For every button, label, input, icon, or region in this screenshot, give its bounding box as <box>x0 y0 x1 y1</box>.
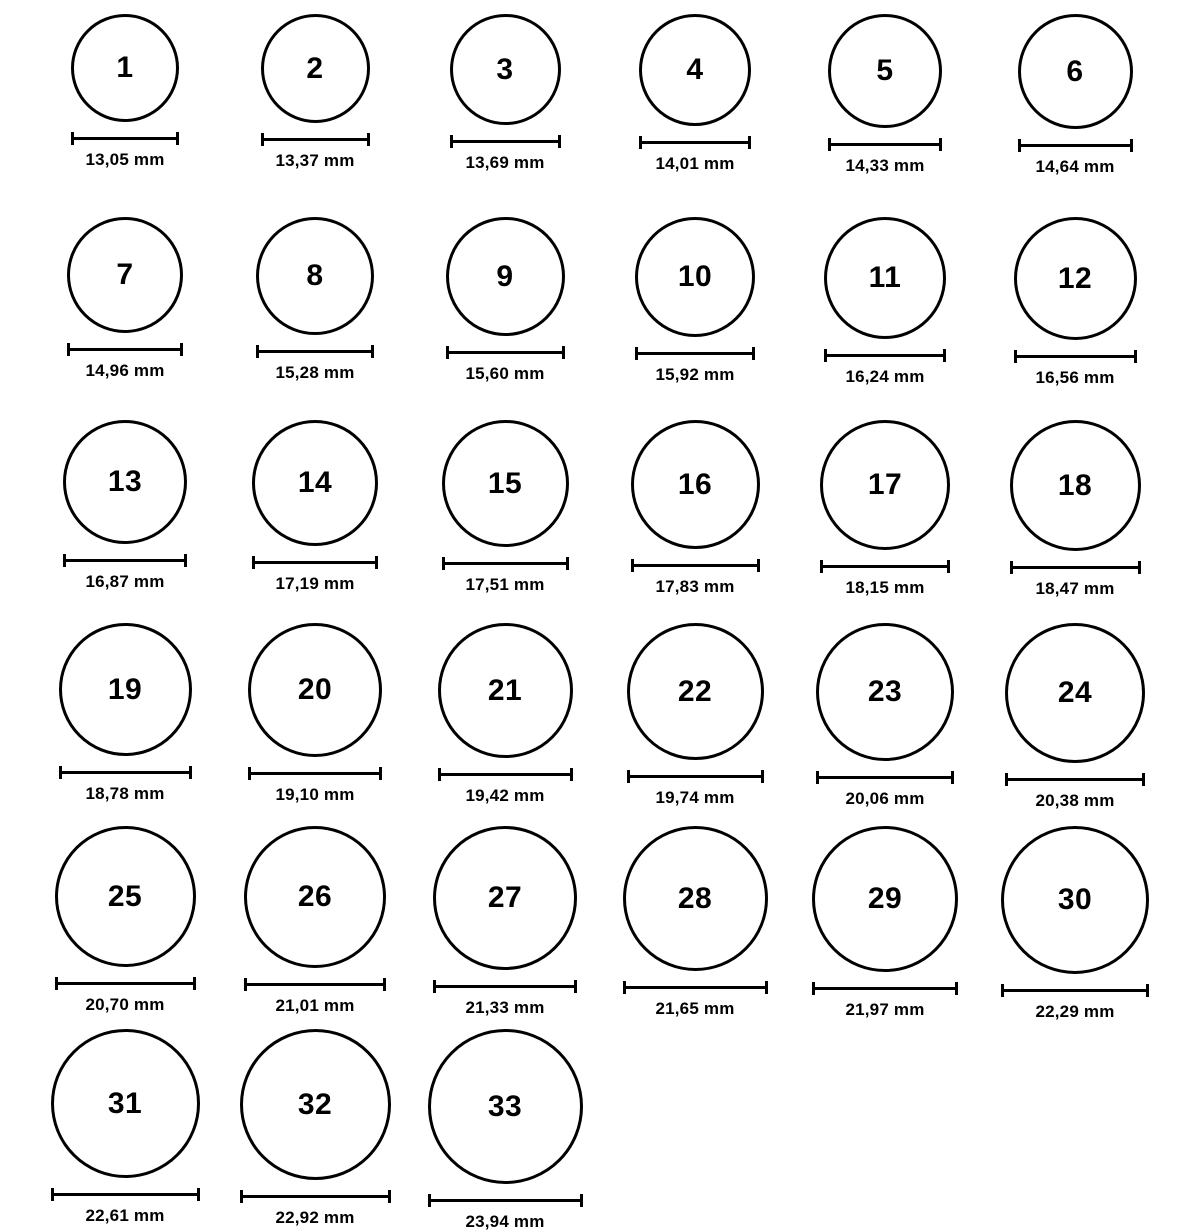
ring-size-cell <box>980 826 1170 1029</box>
caliper-icon <box>446 346 565 358</box>
ring-circle <box>261 14 370 123</box>
ring-size-cell <box>220 1029 410 1232</box>
ring-measure <box>812 982 958 1020</box>
caliper-icon <box>256 345 374 357</box>
caliper-icon <box>248 767 382 779</box>
caliper-icon <box>252 556 378 568</box>
ring-size-cell <box>790 826 980 1029</box>
ring-measure <box>63 554 187 592</box>
ring-circle <box>428 1029 583 1184</box>
ring-diameter-label: 23,94 mm <box>465 1212 545 1231</box>
ring-measure <box>438 768 573 806</box>
ring-diameter-label: 22,29 mm <box>1035 1002 1115 1021</box>
ring-measure <box>51 1188 200 1226</box>
caliper-icon <box>244 978 386 990</box>
caliper-icon <box>828 138 942 150</box>
caliper-icon <box>639 136 751 148</box>
ring-size-cell <box>220 420 410 623</box>
ring-measure <box>828 138 942 176</box>
ring-size-number: 13 <box>107 465 143 498</box>
ring-size-number: 1 <box>116 51 134 84</box>
ring-size-number: 26 <box>297 880 333 913</box>
ring-size-cell <box>220 826 410 1029</box>
ring-circle <box>635 217 755 337</box>
caliper-icon <box>428 1194 583 1206</box>
ring-diameter-label: 19,42 mm <box>465 786 545 805</box>
ring-measure <box>820 560 950 598</box>
ring-circle <box>627 623 764 760</box>
ring-measure <box>639 136 751 174</box>
ring-measure <box>1001 984 1149 1022</box>
caliper-icon <box>261 133 370 145</box>
ring-size-cell <box>980 14 1170 217</box>
ring-diameter-label: 15,28 mm <box>275 363 355 382</box>
ring-size-cell <box>410 623 600 826</box>
ring-diameter-label: 14,01 mm <box>655 154 735 173</box>
ring-size-number: 20 <box>297 673 333 706</box>
ring-size-number: 30 <box>1057 883 1093 916</box>
caliper-icon <box>824 349 946 361</box>
ring-diameter-label: 13,05 mm <box>85 150 165 169</box>
caliper-icon <box>1018 139 1133 151</box>
ring-size-number: 10 <box>677 260 713 293</box>
ring-size-number: 14 <box>297 466 333 499</box>
caliper-icon <box>1005 773 1145 785</box>
ring-diameter-label: 21,33 mm <box>465 998 545 1017</box>
ring-diameter-label: 18,47 mm <box>1035 579 1115 598</box>
ring-size-cell <box>30 1029 220 1232</box>
caliper-icon <box>1014 350 1137 362</box>
ring-measure <box>824 349 946 387</box>
ring-circle <box>71 14 179 122</box>
ring-size-number: 4 <box>686 53 704 86</box>
ring-diameter-label: 18,15 mm <box>845 578 925 597</box>
ring-circle <box>438 623 573 758</box>
ring-diameter-label: 16,87 mm <box>85 572 165 591</box>
caliper-icon <box>812 982 958 994</box>
ring-circle <box>59 623 192 756</box>
ring-circle <box>433 826 577 970</box>
ring-size-number: 16 <box>677 467 713 501</box>
ring-measure <box>446 346 565 384</box>
ring-size-cell <box>30 623 220 826</box>
ring-circle <box>1005 623 1145 763</box>
caliper-icon <box>820 560 950 572</box>
ring-diameter-label: 21,01 mm <box>275 996 355 1015</box>
ring-size-cell <box>220 217 410 420</box>
ring-circle <box>244 826 386 968</box>
ring-diameter-label: 13,69 mm <box>465 153 545 172</box>
ring-diameter-label: 15,92 mm <box>655 365 735 384</box>
ring-size-cell <box>220 14 410 217</box>
ring-size-number: 8 <box>306 259 324 292</box>
ring-circle <box>446 217 565 336</box>
ring-measure <box>244 978 386 1016</box>
ring-measure <box>55 977 196 1015</box>
ring-measure <box>635 347 755 385</box>
ring-measure <box>240 1190 391 1228</box>
ring-circle <box>67 217 183 333</box>
ring-size-number: 7 <box>116 258 134 291</box>
ring-circle <box>450 14 561 125</box>
ring-size-cell <box>980 217 1170 420</box>
ring-diameter-label: 21,65 mm <box>655 999 735 1018</box>
ring-size-number: 12 <box>1057 261 1093 295</box>
ring-circle <box>820 420 950 550</box>
ring-measure <box>1014 350 1137 388</box>
ring-size-number: 18 <box>1057 468 1093 502</box>
caliper-icon <box>442 557 569 569</box>
ring-size-number: 3 <box>496 52 514 86</box>
ring-measure <box>248 767 382 805</box>
ring-size-number: 2 <box>306 51 324 85</box>
ring-size-cell <box>600 14 790 217</box>
ring-diameter-label: 14,96 mm <box>85 361 165 380</box>
caliper-icon <box>63 554 187 566</box>
ring-diameter-label: 16,24 mm <box>845 367 925 386</box>
ring-size-cell <box>30 826 220 1029</box>
ring-circle <box>631 420 760 549</box>
caliper-icon <box>1010 561 1141 573</box>
ring-measure <box>631 559 760 597</box>
ring-circle <box>1010 420 1141 551</box>
caliper-icon <box>55 977 196 989</box>
ring-size-number: 15 <box>487 466 523 500</box>
ring-size-number: 9 <box>496 259 514 293</box>
ring-size-number: 19 <box>107 672 143 706</box>
ring-size-cell <box>790 623 980 826</box>
ring-circle <box>55 826 196 967</box>
ring-size-cell <box>790 217 980 420</box>
caliper-icon <box>438 768 573 780</box>
ring-measure <box>67 343 183 381</box>
ring-size-cell <box>30 217 220 420</box>
ring-measure <box>442 557 569 595</box>
ring-measure <box>450 135 561 173</box>
ring-size-number: 21 <box>487 673 523 707</box>
ring-size-cell <box>410 14 600 217</box>
ring-circle <box>639 14 751 126</box>
ring-measure <box>252 556 378 594</box>
ring-diameter-label: 19,10 mm <box>275 785 355 804</box>
ring-circle <box>812 826 958 972</box>
ring-size-grid <box>30 0 1170 1232</box>
ring-size-number: 5 <box>876 54 894 87</box>
ring-diameter-label: 20,06 mm <box>845 789 925 808</box>
ring-size-number: 25 <box>107 879 143 913</box>
ring-diameter-label: 18,78 mm <box>85 784 165 803</box>
ring-size-number: 17 <box>867 468 903 501</box>
ring-size-number: 11 <box>868 261 902 294</box>
ring-diameter-label: 14,33 mm <box>845 156 925 175</box>
ring-diameter-label: 20,70 mm <box>85 995 165 1014</box>
ring-size-number: 27 <box>487 881 523 914</box>
ring-size-cell <box>600 420 790 623</box>
ring-circle <box>240 1029 391 1180</box>
ring-size-cell <box>220 623 410 826</box>
ring-measure <box>1005 773 1145 811</box>
ring-diameter-label: 17,51 mm <box>465 575 545 594</box>
ring-circle <box>623 826 768 971</box>
ring-size-cell <box>980 420 1170 623</box>
ring-measure <box>256 345 374 383</box>
ring-circle <box>252 420 378 546</box>
ring-diameter-label: 17,19 mm <box>275 574 355 593</box>
ring-size-number: 22 <box>677 674 713 708</box>
ring-circle <box>51 1029 200 1178</box>
ring-size-cell <box>410 217 600 420</box>
caliper-icon <box>433 980 577 992</box>
ring-circle <box>256 217 374 335</box>
ring-size-number: 23 <box>867 675 903 708</box>
ring-measure <box>1018 139 1133 177</box>
ring-diameter-label: 19,74 mm <box>655 788 735 807</box>
ring-size-cell <box>410 826 600 1029</box>
ring-diameter-label: 16,56 mm <box>1035 368 1115 387</box>
caliper-icon <box>450 135 561 147</box>
ring-size-number: 32 <box>297 1087 333 1121</box>
ring-measure <box>59 766 192 804</box>
ring-diameter-label: 17,83 mm <box>655 577 735 596</box>
ring-size-cell <box>30 420 220 623</box>
ring-size-cell <box>30 14 220 217</box>
caliper-icon <box>59 766 192 778</box>
ring-circle <box>824 217 946 339</box>
ring-size-number: 33 <box>487 1089 523 1123</box>
caliper-icon <box>627 770 764 782</box>
ring-measure <box>627 770 764 808</box>
ring-circle <box>828 14 942 128</box>
ring-measure <box>71 132 179 170</box>
ring-diameter-label: 14,64 mm <box>1035 157 1115 176</box>
ring-size-cell <box>410 1029 600 1232</box>
ring-diameter-label: 20,38 mm <box>1035 791 1115 810</box>
caliper-icon <box>623 981 768 993</box>
caliper-icon <box>67 343 183 355</box>
ring-circle <box>1014 217 1137 340</box>
ring-measure <box>1010 561 1141 599</box>
ring-measure <box>816 771 954 809</box>
ring-diameter-label: 15,60 mm <box>465 364 545 383</box>
ring-measure <box>261 133 370 171</box>
ring-measure <box>433 980 577 1018</box>
ring-circle <box>816 623 954 761</box>
ring-circle <box>248 623 382 757</box>
ring-size-cell <box>600 623 790 826</box>
caliper-icon <box>816 771 954 783</box>
ring-size-cell <box>600 826 790 1029</box>
ring-circle <box>63 420 187 544</box>
ring-size-number: 24 <box>1057 676 1093 709</box>
ring-size-cell <box>410 420 600 623</box>
ring-size-number: 31 <box>107 1086 143 1120</box>
caliper-icon <box>240 1190 391 1202</box>
ring-diameter-label: 22,61 mm <box>85 1206 165 1225</box>
ring-size-cell <box>980 623 1170 826</box>
ring-size-cell <box>790 14 980 217</box>
caliper-icon <box>635 347 755 359</box>
ring-diameter-label: 21,97 mm <box>845 1000 925 1019</box>
ring-size-number: 28 <box>677 881 713 915</box>
ring-circle <box>1018 14 1133 129</box>
ring-size-number: 29 <box>867 882 903 915</box>
ring-size-number: 6 <box>1066 54 1084 88</box>
caliper-icon <box>631 559 760 571</box>
ring-size-cell <box>600 217 790 420</box>
ring-diameter-label: 13,37 mm <box>275 151 355 170</box>
caliper-icon <box>71 132 179 144</box>
caliper-icon <box>1001 984 1149 996</box>
ring-size-cell <box>790 420 980 623</box>
ring-circle <box>1001 826 1149 974</box>
ring-circle <box>442 420 569 547</box>
caliper-icon <box>51 1188 200 1200</box>
ring-measure <box>623 981 768 1019</box>
ring-diameter-label: 22,92 mm <box>275 1208 355 1227</box>
